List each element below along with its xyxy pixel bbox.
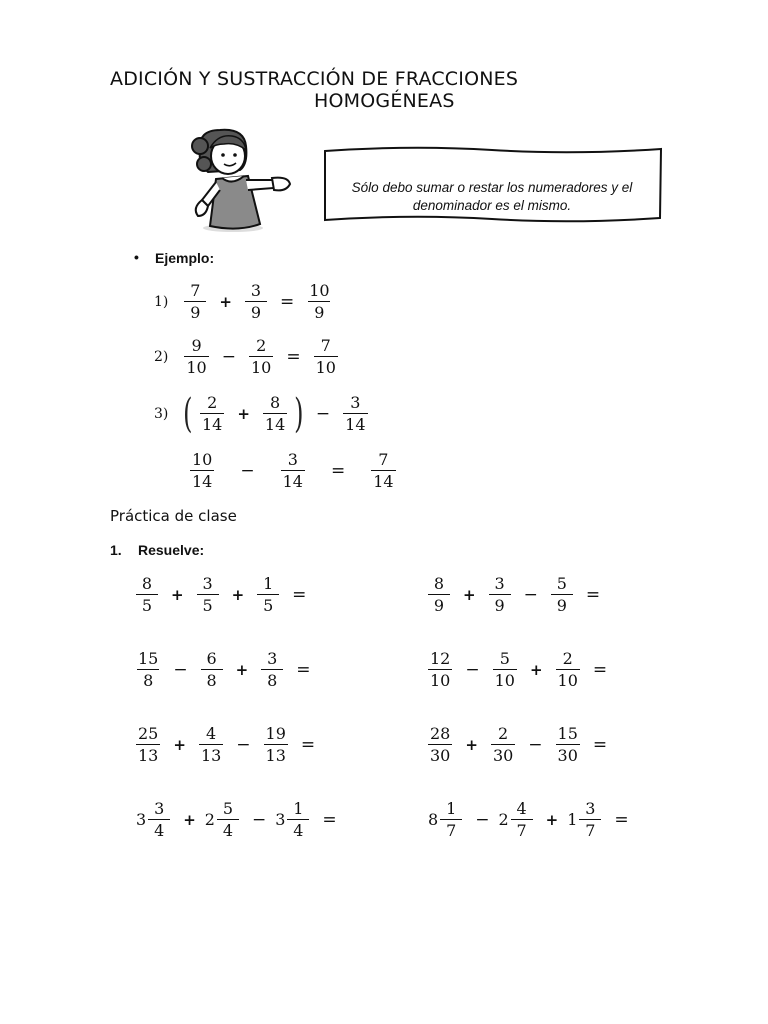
example-label: 1) [154, 293, 169, 310]
page-title-line1: ADICIÓN Y SUSTRACCIÓN DE FRACCIONES [110, 68, 519, 90]
fraction: $\frac{1}{7}$ [440, 799, 462, 840]
fraction: $\frac{15}{8}$ [138, 649, 159, 690]
fraction: $\frac{3}{8}$ [261, 649, 283, 690]
fraction: $\frac{4}{13}$ [200, 724, 222, 765]
equals-sign: = [300, 734, 316, 755]
page-title-line2: HOMOGÉNEAS [314, 90, 455, 112]
fraction: $\frac{5}{9}$ [551, 574, 573, 615]
exercise-number: 1. [110, 542, 122, 558]
whole-number: 3 [136, 810, 147, 829]
fraction: $\frac{25}{13}$ [138, 724, 159, 765]
fraction: $\frac{2}{10}$ [557, 649, 578, 690]
example-label: 3) [154, 405, 169, 422]
fraction: $\frac{3}{14}$ [282, 450, 303, 491]
equals-sign: = [592, 734, 608, 755]
fraction: $\frac{3}{7}$ [579, 799, 601, 840]
operator: − [240, 460, 255, 481]
operator: + [173, 735, 186, 754]
example-3 [154, 390, 372, 437]
girl-illustration [188, 124, 298, 234]
operator: + [529, 660, 543, 679]
fraction: $\frac{4}{7}$ [511, 799, 533, 840]
operator: − [465, 659, 480, 680]
fraction: $\frac{10}{14}$ [192, 450, 213, 491]
fraction: $\frac{6}{8}$ [201, 649, 223, 690]
exercise-label: Resuelve: [138, 542, 205, 558]
equals-sign: = [330, 460, 346, 481]
operator: − [173, 659, 188, 680]
example-2 [154, 336, 342, 377]
fraction: $\frac{7}{14}$ [373, 450, 394, 491]
fraction: $\frac{15}{30}$ [557, 724, 578, 765]
operator: + [171, 585, 184, 604]
equals-sign: = [322, 809, 337, 830]
operator: + [545, 810, 559, 829]
fraction: $\frac{2}{30}$ [492, 724, 514, 765]
operator: + [237, 404, 250, 423]
operator: + [463, 585, 476, 604]
fraction: $\frac{8}{9}$ [428, 574, 450, 615]
problem-3 [132, 649, 319, 690]
fraction: $\frac{8}{14}$ [264, 393, 286, 434]
practice-label: Práctica de clase [110, 507, 237, 525]
fraction: $\frac{2}{14}$ [201, 393, 223, 434]
example-label: 2) [154, 348, 169, 365]
whole-number: 2 [204, 810, 215, 829]
fraction: $\frac{5}{10}$ [494, 649, 515, 690]
equals-sign: = [592, 659, 608, 680]
fraction: $\frac{5}{4}$ [217, 799, 239, 840]
equals-sign: = [614, 809, 629, 830]
fraction: $\frac{3}{5}$ [197, 574, 219, 615]
fraction: $\frac{1}{5}$ [257, 574, 279, 615]
fraction: $\frac{3}{14}$ [345, 393, 366, 434]
operator: + [183, 810, 196, 829]
problem-5 [132, 724, 324, 765]
fraction: $\frac{9}{10}$ [186, 336, 207, 377]
example-3-result [186, 450, 400, 491]
fraction: $\frac{1}{4}$ [287, 799, 309, 840]
operator: − [528, 734, 543, 755]
operator: + [231, 585, 245, 604]
example-heading: Ejemplo: [155, 250, 215, 266]
operator: − [523, 584, 538, 605]
operator: − [251, 809, 267, 830]
problem-4 [424, 649, 616, 690]
problem-7 [136, 799, 346, 840]
problem-2 [424, 574, 609, 615]
fraction: $\frac{8}{5}$ [136, 574, 158, 615]
problem-1 [132, 574, 315, 615]
fraction: $\frac{3}{4}$ [148, 799, 170, 840]
right-paren: ) [294, 390, 304, 437]
fraction: $\frac{10}{9}$ [309, 281, 330, 322]
whole-number: 8 [428, 810, 439, 829]
example-bullet: • [134, 249, 139, 265]
fraction: $\frac{12}{10}$ [430, 649, 451, 690]
operator: − [236, 734, 251, 755]
equals-sign: = [585, 584, 601, 605]
fraction: $\frac{7}{10}$ [315, 336, 336, 377]
fraction: $\frac{19}{13}$ [265, 724, 286, 765]
whole-number: 2 [498, 810, 509, 829]
operator: + [235, 660, 249, 679]
left-paren: ( [183, 390, 193, 437]
fraction: $\frac{7}{9}$ [184, 281, 206, 322]
note-text: Sólo debo sumar o restar los numeradores y el denominador es el mismo. [351, 180, 633, 213]
example-1 [154, 281, 336, 322]
operator: − [315, 403, 331, 424]
equals-sign: = [279, 291, 295, 312]
equals-sign: = [292, 584, 307, 605]
equals-sign: = [296, 659, 311, 680]
operator: + [219, 292, 232, 311]
operator: − [475, 809, 490, 830]
operator: + [465, 735, 478, 754]
equals-sign: = [286, 346, 301, 367]
whole-number: 3 [275, 810, 286, 829]
fraction: $\frac{28}{30}$ [430, 724, 451, 765]
problem-8 [428, 799, 638, 840]
fraction: $\frac{2}{10}$ [250, 336, 272, 377]
problem-6 [424, 724, 616, 765]
whole-number: 1 [567, 810, 578, 829]
fraction: $\frac{3}{9}$ [245, 281, 267, 322]
fraction: $\frac{3}{9}$ [489, 574, 511, 615]
operator: − [221, 346, 236, 367]
